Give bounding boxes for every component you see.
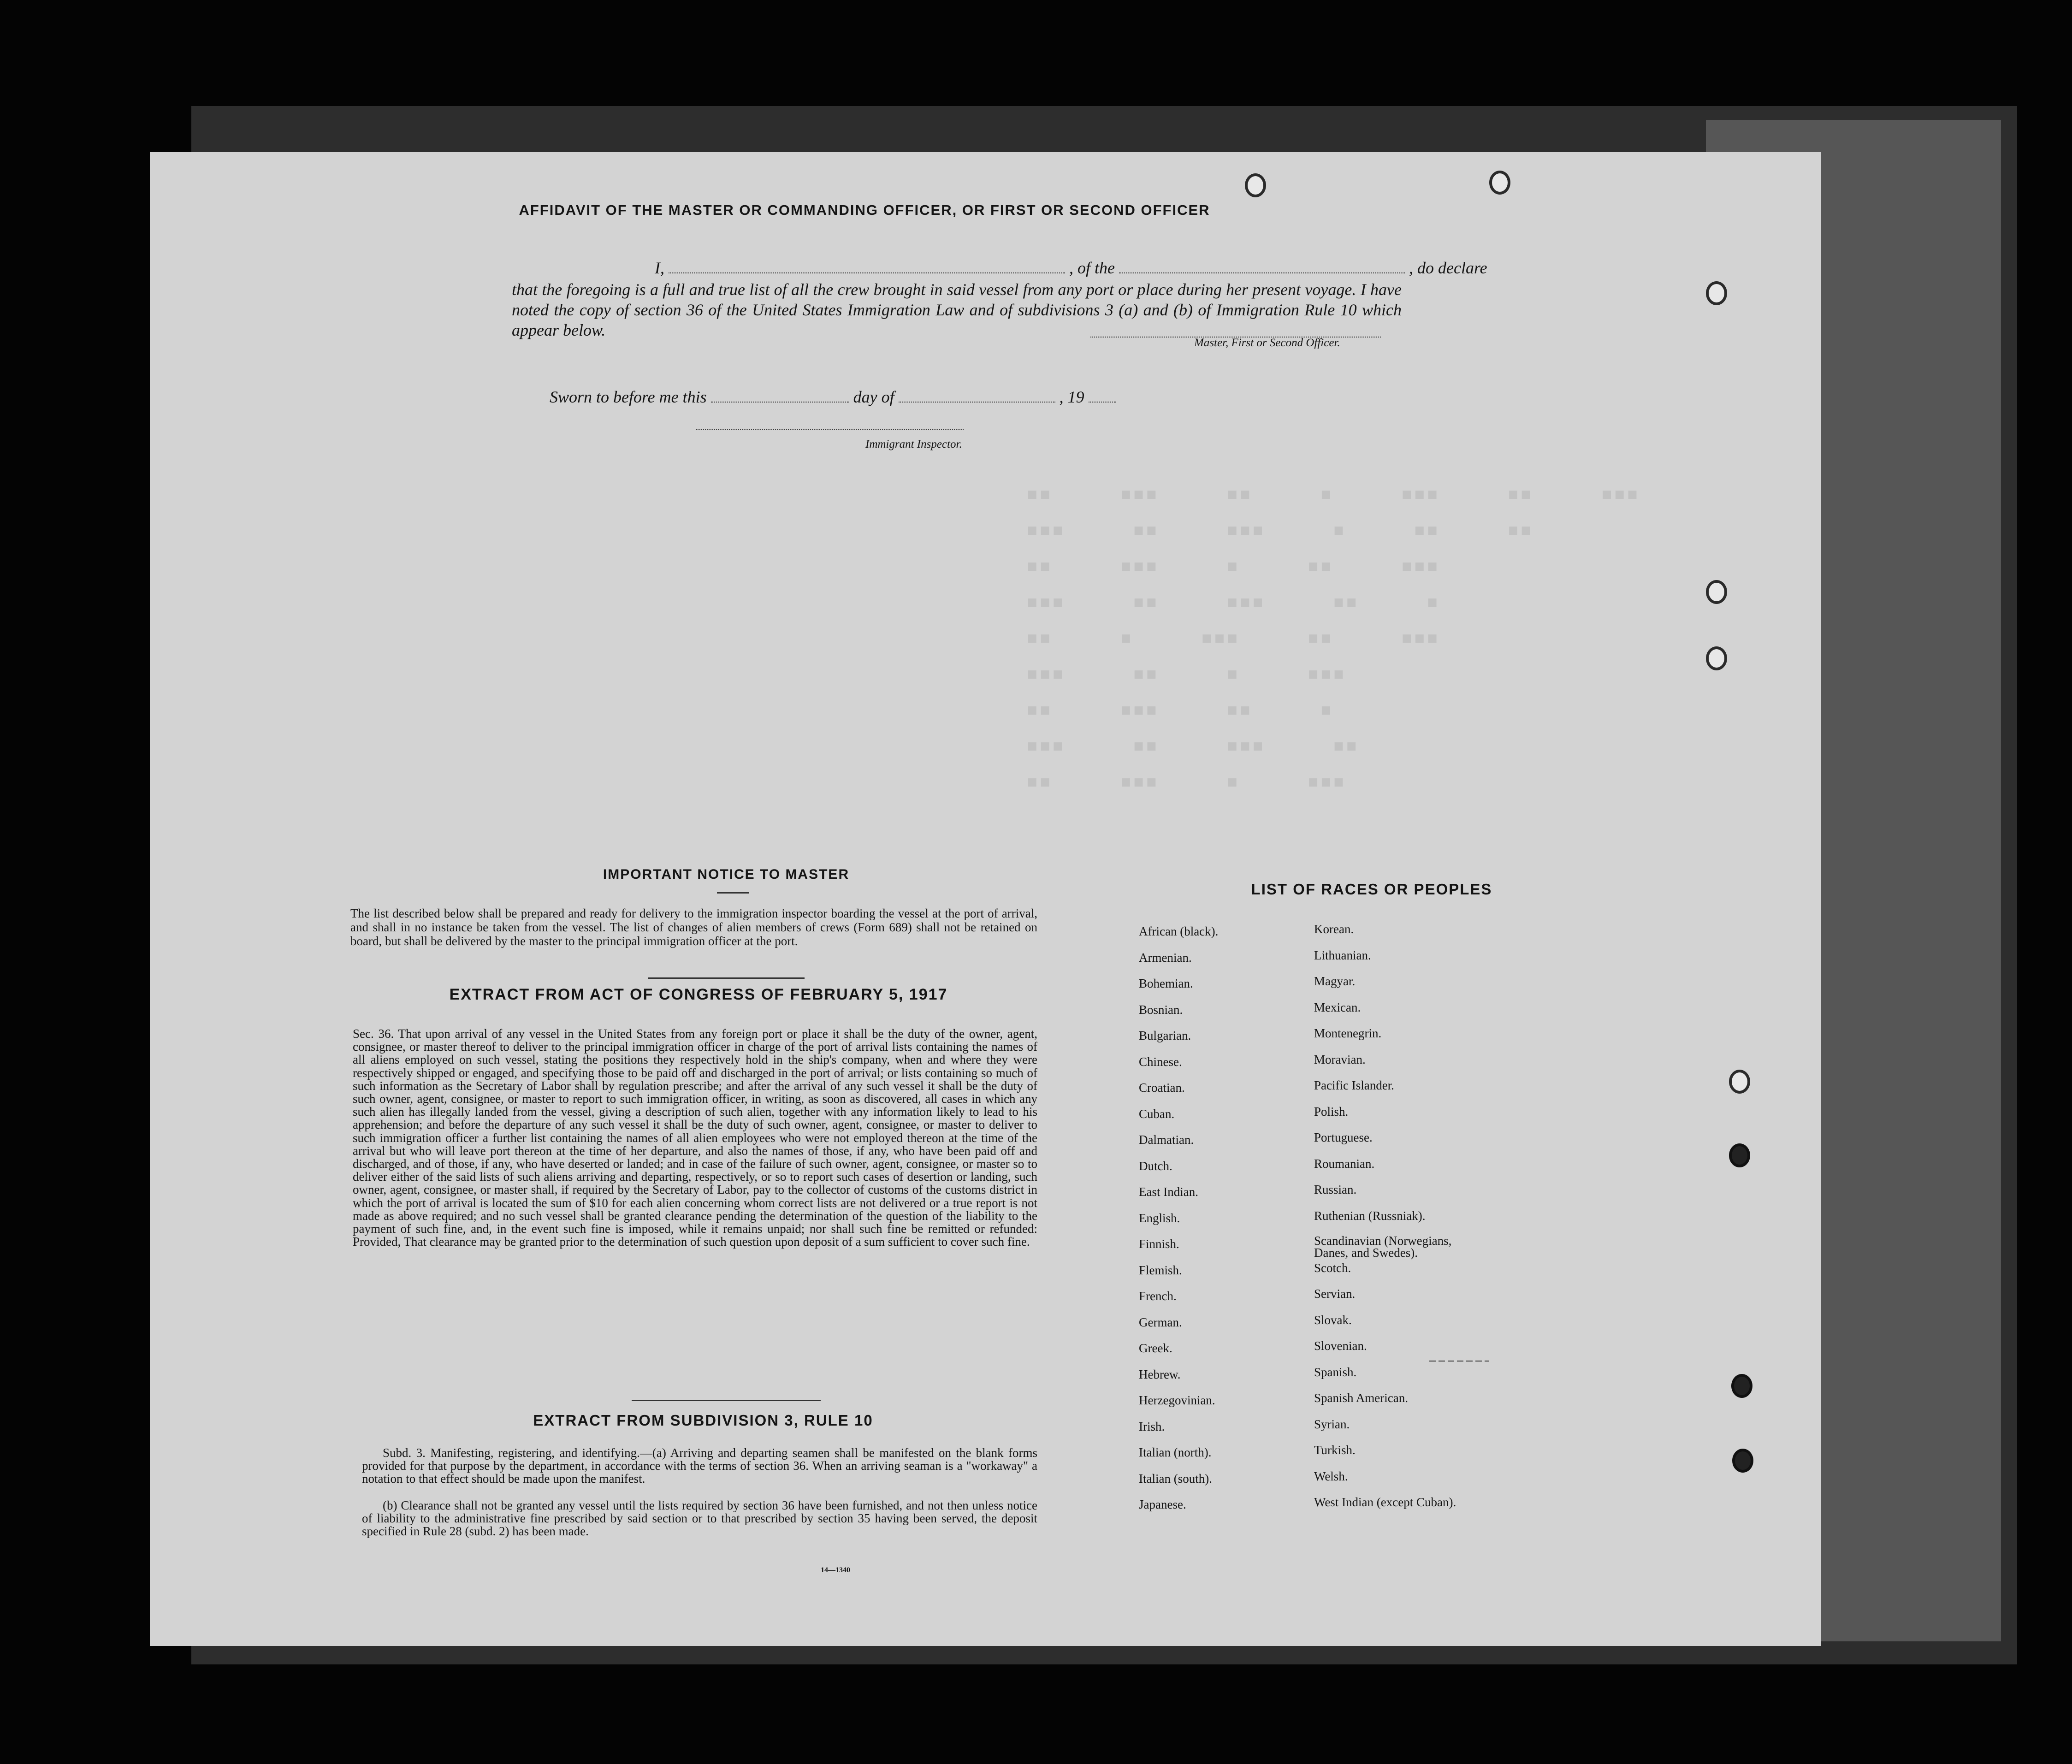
punch-hole-icon bbox=[1729, 1143, 1750, 1167]
race-item: Portuguese. bbox=[1314, 1131, 1373, 1144]
punch-hole-icon bbox=[1731, 1374, 1752, 1398]
sworn-month-blank bbox=[899, 402, 1055, 403]
document-page bbox=[150, 152, 1821, 1646]
race-item: Polish. bbox=[1314, 1104, 1349, 1119]
race-item: East Indian. bbox=[1139, 1185, 1198, 1199]
punch-hole-icon bbox=[1706, 281, 1727, 305]
affidavit-title: AFFIDAVIT OF THE MASTER OR COMMANDING OFFICER, OR FIRST OR SECOND OFFICER bbox=[519, 202, 1210, 218]
race-item: Lithuanian. bbox=[1314, 948, 1371, 962]
race-item: Servian. bbox=[1314, 1287, 1356, 1301]
race-item: Scandinavian (Norwegians, Danes, and Swedes). bbox=[1314, 1234, 1452, 1260]
race-item: Welsh. bbox=[1314, 1469, 1348, 1483]
race-item: Bohemian. bbox=[1139, 977, 1193, 990]
race-item: Mexican. bbox=[1314, 1000, 1361, 1014]
race-item: Finnish. bbox=[1139, 1237, 1179, 1251]
sworn-day-blank bbox=[711, 402, 849, 403]
rule-para-b: (b) Clearance shall not be granted any vessel until the lists required by section 36 have been furnished, and not then unless notice of liability to the administrative fine prescribed by said section or to that prescribed by section 35 having been served, the deposit specified in Rule 28 (subd. 2) has been made. bbox=[362, 1498, 1037, 1538]
rule-extract-title: EXTRACT FROM SUBDIVISION 3, RULE 10 bbox=[533, 1412, 873, 1429]
declaration-do-declare: , do declare bbox=[1409, 259, 1487, 277]
form-number: 14—1340 bbox=[821, 1566, 850, 1574]
race-item: Armenian. bbox=[1139, 950, 1192, 965]
act-divider bbox=[632, 1400, 821, 1401]
race-item: Chinese. bbox=[1139, 1054, 1182, 1069]
race-item: Moravian. bbox=[1314, 1052, 1366, 1066]
signature-label: Master, First or Second Officer. bbox=[1194, 337, 1340, 349]
declaration-body: that the foregoing is a full and true list of all the crew brought in said vessel from any port or place during her present voyage. I have noted the copy of section 36 of the United States Immigration Law and of subdivisions 3 (a) and (b) of Immigration Rule 10 which appear below. bbox=[512, 280, 1402, 339]
declaration-i: I, bbox=[655, 259, 664, 277]
act-extract-title: EXTRACT FROM ACT OF CONGRESS OF FEBRUARY 5, 1917 bbox=[449, 986, 948, 1003]
rule-para-a: Subd. 3. Manifesting, registering, and identifying.—(a) Arriving and departing seamen shall be manifested on the blank forms provided for that purpose by the department, in accordance with the terms of section 36. When an arriving seaman is a "workaway" a notation to that effect should be made upon the manifest. bbox=[362, 1446, 1037, 1486]
inspector-signature-blank bbox=[696, 429, 964, 430]
race-item: Irish. bbox=[1139, 1419, 1165, 1433]
race-item: Syrian. bbox=[1314, 1417, 1350, 1431]
declaration-of-the: , of the bbox=[1069, 259, 1115, 277]
race-item: Italian (south). bbox=[1139, 1471, 1212, 1486]
punch-hole-icon bbox=[1732, 1449, 1753, 1473]
name-blank bbox=[669, 272, 1065, 273]
race-item: Hebrew. bbox=[1139, 1367, 1181, 1381]
sworn-line bbox=[550, 387, 1116, 407]
race-item: Dutch. bbox=[1139, 1159, 1172, 1173]
race-item: Roumanian. bbox=[1314, 1156, 1375, 1171]
race-item: French. bbox=[1139, 1289, 1177, 1303]
inspector-label: Immigrant Inspector. bbox=[865, 438, 962, 450]
notice-title-underline bbox=[717, 892, 749, 894]
sworn-day-of: day of bbox=[853, 388, 894, 406]
notice-title: IMPORTANT NOTICE TO MASTER bbox=[603, 867, 850, 882]
race-item: Montenegrin. bbox=[1314, 1026, 1382, 1040]
race-item: Spanish American. bbox=[1314, 1391, 1408, 1405]
race-item: Herzegovinian. bbox=[1139, 1393, 1215, 1407]
race-item: Scotch. bbox=[1314, 1261, 1351, 1275]
race-item: Japanese. bbox=[1139, 1498, 1186, 1511]
race-item: West Indian (except Cuban). bbox=[1314, 1495, 1456, 1509]
race-item: Turkish. bbox=[1314, 1443, 1356, 1457]
vessel-blank bbox=[1119, 272, 1405, 273]
race-item: Flemish. bbox=[1139, 1263, 1182, 1277]
notice-body: The list described below shall be prepared and ready for delivery to the immigration inspector boarding the vessel at the port of arrival, and shall in no instance be taken from the vessel. The list of changes of alien members of crews (Form 689) shall not be retained on board, but shall be delivered by the master to the principal immigration officer at the port. bbox=[350, 906, 1037, 948]
race-item: Spanish. bbox=[1314, 1365, 1357, 1379]
race-item: Korean. bbox=[1314, 922, 1354, 936]
race-item: Bulgarian. bbox=[1139, 1029, 1191, 1042]
race-item: Italian (north). bbox=[1139, 1445, 1212, 1459]
punch-hole-icon bbox=[1706, 580, 1727, 604]
race-item: Slovak. bbox=[1314, 1313, 1352, 1327]
punch-hole-icon bbox=[1706, 646, 1727, 670]
race-item: Dalmatian. bbox=[1139, 1133, 1194, 1147]
race-item: German. bbox=[1139, 1315, 1182, 1329]
sworn-year-blank bbox=[1089, 402, 1116, 403]
sworn-year: , 19 bbox=[1059, 388, 1084, 406]
race-item: Cuban. bbox=[1139, 1107, 1175, 1121]
race-item: Magyar. bbox=[1314, 974, 1356, 988]
punch-hole-icon bbox=[1729, 1070, 1750, 1094]
notice-divider bbox=[648, 977, 805, 979]
race-item: English. bbox=[1139, 1211, 1180, 1225]
sworn-prefix: Sworn to before me this bbox=[550, 388, 707, 406]
punch-hole-icon bbox=[1245, 173, 1266, 197]
races-title: LIST OF RACES OR PEOPLES bbox=[1251, 881, 1492, 898]
race-item: Slovenian. bbox=[1314, 1339, 1367, 1353]
race-item: Pacific Islander. bbox=[1314, 1078, 1394, 1092]
race-item: Bosnian. bbox=[1139, 1002, 1183, 1017]
act-extract-body: Sec. 36. That upon arrival of any vessel in the United States from any foreign port or place it shall be the duty of the owner, agent, consignee, or master thereof to deliver to the principal immigration officer in charge of the port of arrival lists containing the names of all aliens employed on such vessel, stating the positions they respectively hold in the ship's company, when and where they were respectively shipped or engaged, and specifying those to be paid off and discharged in the port of arrival; or lists containing so much of such information as the Secretary of Labor shall by regulation prescribe; and after the arrival of any such vessel it shall be the duty of such owner, agent, consignee, or master to report to such immigration officer, in writing, as soon as discovered, all cases in which any such alien has illegally landed from the vessel, giving a description of such alien, together with any information likely to lead to his apprehension; and before the departure of any such vessel it shall be the duty of such owner, agent, consignee, or master to deliver to such immigration officer a further list containing the names of all alien employees who were not employed thereon at the time of the arrival but who will leave port thereon at the time of her departure, and also the names of those, if any, who have been paid off and discharged, and of those, if any, who have deserted or landed; and in case of the failure of such owner, agent, consignee, or master so to deliver either of the said lists of such aliens arriving and departing, respectively, or so to report such cases of desertion or landing, such owner, agent, consignee, or master shall, if required by the Secretary of Labor, pay to the collector of customs of the customs district in which the port of arrival is located the sum of $10 for each alien concerning whom correct lists are not delivered or a true report is not made as above required; and no such vessel shall be granted clearance pending the determination of the question of the liability to the payment of such fine, and, in the event such fine is imposed, while it remains unpaid; nor shall such fine be remitted or refunded: Provided, That clearance may be granted prior to the determination of such question upon deposit of a sum sufficient to cover such fine. bbox=[353, 1027, 1037, 1249]
race-item: Russian. bbox=[1314, 1183, 1357, 1196]
race-item: Ruthenian (Russniak). bbox=[1314, 1208, 1426, 1223]
bleed-through-text: ▪▪ ▪▪▪ ▪▪ ▪ ▪▪▪ ▪▪ ▪▪▪ ▪▪▪ ▪▪ ▪▪▪ ▪ ▪▪ ▪▪ ▪▪ ▪▪▪ ▪ ▪▪ ▪▪▪ ▪▪▪ ▪▪ ▪▪▪ ▪▪ ▪ ▪▪ ▪ ▪▪▪ ▪▪ ▪▪▪ ▪▪▪ ▪▪ ▪ ▪▪▪ ▪▪ ▪▪▪ ▪▪ ▪ ▪▪▪ ▪▪ ▪▪▪ ▪▪ ▪▪ ▪▪▪ ▪ ▪▪▪ bbox=[1026, 480, 1639, 793]
race-item: African (black). bbox=[1139, 924, 1219, 938]
race-item: Greek. bbox=[1139, 1341, 1172, 1355]
declaration-line bbox=[655, 258, 1551, 278]
punch-hole-icon bbox=[1489, 171, 1510, 195]
race-item: Croatian. bbox=[1139, 1081, 1185, 1095]
